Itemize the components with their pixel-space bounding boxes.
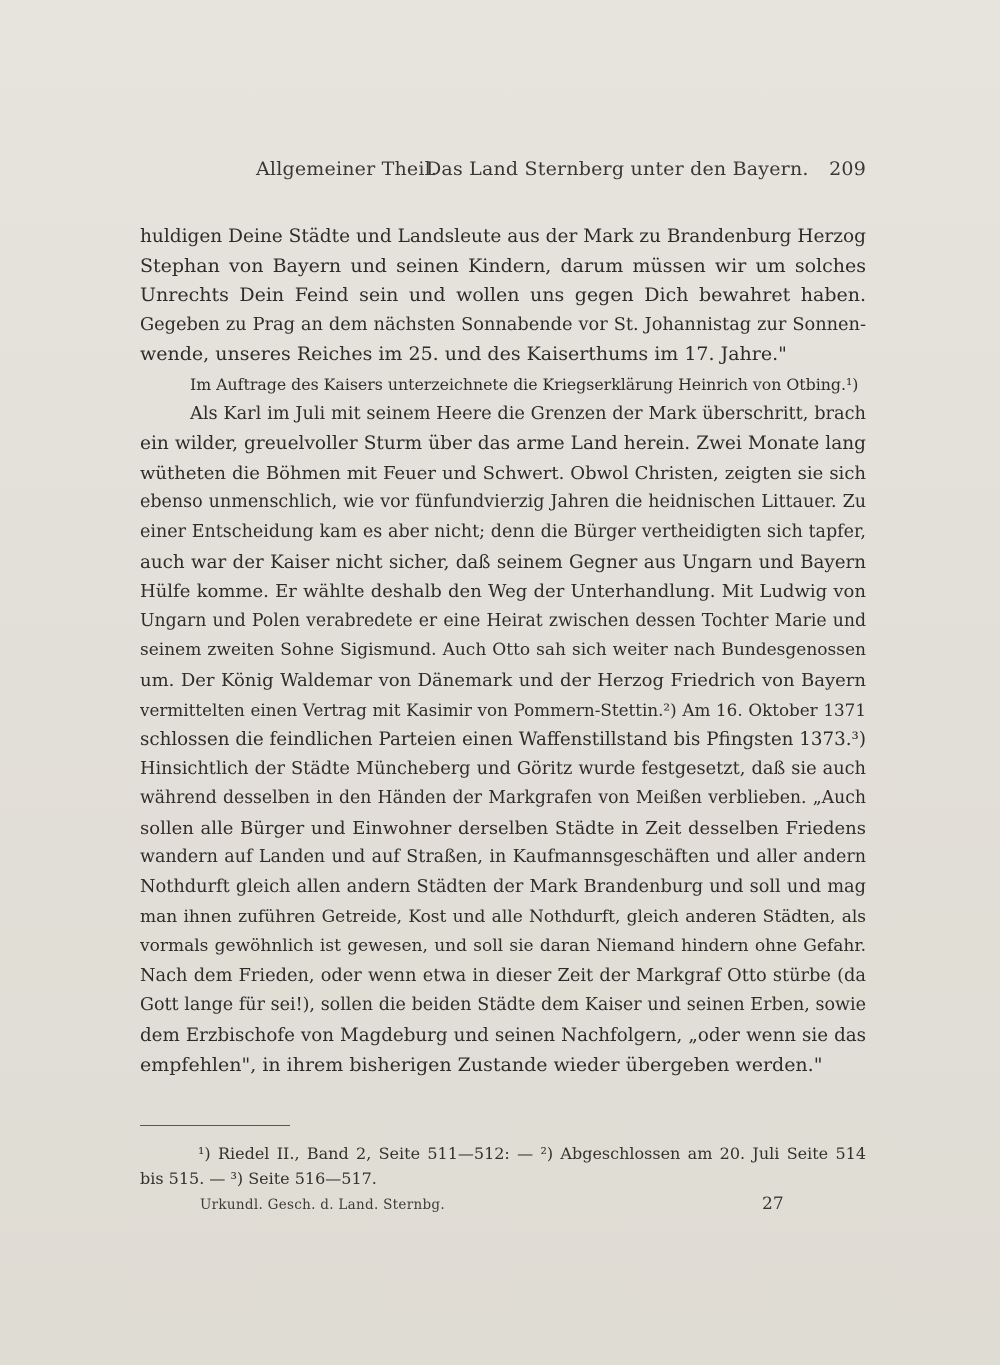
text-line: seinem zweiten Sohne Sigismund. Auch Otto sah sich weiter nach Bundesgenossen (140, 640, 866, 661)
text-line: Unrechts Dein Feind sein und wollen uns gegen Dich bewahret haben. (140, 284, 866, 307)
footnotes (140, 1141, 866, 1191)
text-line: vermittelten einen Vertrag mit Kasimir von Pommern-Stettin.²) Am 16. Oktober 1371 (140, 699, 866, 720)
text-line: wütheten die Böhmen mit Feuer und Schwert. Obwol Christen, zeigten sie sich (140, 462, 866, 484)
text-line: Nach dem Frieden, oder wenn etwa in dieser Zeit der Markgraf Otto stürbe (da (140, 965, 866, 986)
footnote-line: ¹) Riedel II., Band 2, Seite 511—512: — ²) Abgeschlossen am 20. Juli Seite 514 (198, 1144, 866, 1163)
running-head-chapter: Das Land Sternberg unter den Bayern. (426, 158, 809, 180)
printer-signature: Urkundl. Gesch. d. Land. Sternbg. (200, 1197, 445, 1213)
text-line: Nothdurft gleich allen andern Städten der Mark Brandenburg und soll und mag (140, 877, 866, 898)
running-head (140, 158, 866, 188)
body-text (140, 222, 866, 1080)
running-head-section: Allgemeiner Theil. (256, 158, 438, 180)
text-line: vormals gewöhnlich ist gewesen, und soll sie daran Niemand hindern ohne Gefahr. (140, 936, 866, 957)
sheet-number: 27 (762, 1194, 784, 1214)
text-line: Hülfe komme. Er wählte deshalb den Weg der Unterhandlung. Mit Ludwig von (140, 581, 866, 603)
text-line: Als Karl im Juli mit seinem Heere die Grenzen der Mark überschritt, brach (190, 403, 866, 424)
footnote-rule (140, 1125, 290, 1126)
page-number: 209 (829, 158, 866, 180)
text-line: während desselben in den Händen der Markgrafen von Meißen verblieben. „Auch (140, 788, 866, 809)
text-line: ein wilder, greuelvoller Sturm über das arme Land herein. Zwei Monate lang (140, 433, 866, 455)
text-line: man ihnen zuführen Getreide, Kost und alle Nothdurft, gleich anderen Städten, als (140, 906, 866, 927)
text-line: ebenso unmenschlich, wie vor fünfundvierzig Jahren die heidnischen Littauer. Zu (140, 492, 866, 513)
text-line: Im Auftrage des Kaisers unterzeichnete die Kriegserklärung Heinrich von Otbing.¹) (190, 374, 859, 394)
text-line: Gott lange für sei!), sollen die beiden Städte dem Kaiser und seinen Erben, sowie (140, 995, 866, 1016)
text-line: wende, unseres Reiches im 25. und des Kaiserthums im 17. Jahre." (140, 343, 787, 366)
text-line: wandern auf Landen und auf Straßen, in Kaufmannsgeschäften und aller andern (140, 847, 866, 868)
text-line: empfehlen", in ihrem bisherigen Zustande wieder übergeben werden." (140, 1053, 823, 1076)
text-line: um. Der König Waldemar von Dänemark und der Herzog Friedrich von Bayern (140, 669, 866, 691)
text-line: Stephan von Bayern und seinen Kindern, darum müssen wir um solches (140, 254, 866, 277)
text-line: huldigen Deine Städte und Landsleute aus der Mark zu Brandenburg Herzog (140, 226, 866, 247)
text-line: dem Erzbischofe von Magdeburg und seinen Nachfolgern, „oder wenn sie das (140, 1025, 866, 1047)
text-line: Ungarn und Polen verabredete er eine Heirat zwischen dessen Tochter Marie und (140, 610, 866, 631)
text-line: einer Entscheidung kam es aber nicht; denn die Bürger vertheidigten sich tapfer, (140, 521, 866, 542)
text-line: auch war der Kaiser nicht sicher, daß seinem Gegner aus Ungarn und Bayern (140, 551, 866, 573)
text-line: sollen alle Bürger und Einwohner derselben Städte in Zeit desselben Friedens (140, 817, 866, 839)
text-line: Gegeben zu Prag an dem nächsten Sonnabende vor St. Johannistag zur Sonnen- (140, 314, 866, 335)
text-line: Hinsichtlich der Städte Müncheberg und Göritz wurde festgesetzt, daß sie auch (140, 758, 866, 779)
text-line: schlossen die feindlichen Parteien einen Waffenstillstand bis Pfingsten 1373.³) (140, 729, 866, 751)
footnote-line: bis 515. — ³) Seite 516—517. (140, 1169, 377, 1188)
